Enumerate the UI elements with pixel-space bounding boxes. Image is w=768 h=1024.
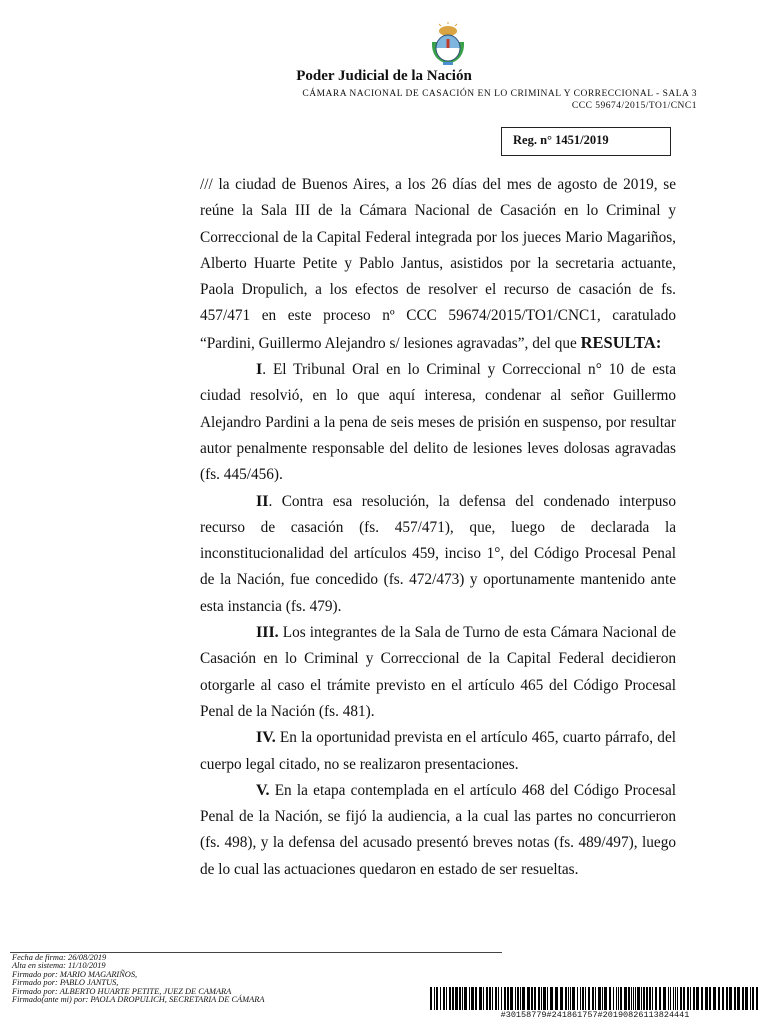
signature-line: Fecha de firma: 26/08/2019 <box>12 953 107 962</box>
chamber-heading <box>200 88 697 112</box>
paragraph-5 <box>200 778 676 883</box>
case-number: CCC 59674/2015/TO1/CNC1 <box>571 101 697 111</box>
paragraph-3 <box>200 620 676 725</box>
intro-text: /// la ciudad de Buenos Aires, a los 26 días del mes de agosto de 2019, se reúne la Sala III de la Cámara Nacional de Casación en lo Criminal y Correccional de la Capital Federal integrada por los jueces Mario Magariños, Alberto Huarte Petite y Pablo Jantus, asistidos por la secretaria actuante, Paola Dropulich, a los efectos de resolver el recurso de casación de fs. 457/471 en este proceso nº CCC 59674/2015/TO1/CNC1, caratulado “Pardini, Guillermo Alejandro s/ lesiones agravadas”, del que <box>200 176 676 352</box>
barcode-icon <box>430 987 760 1010</box>
paragraph-text: . Contra esa resolución, la defensa del condenado interpuso recurso de casación (fs. 457/471), que, luego de declarada la inconstitucionalidad del artículos 459, inciso 1°, del Código Procesal Penal de la Nación, fue concedido (fs. 472/473) y oportunamente mantenido ante esta instancia (fs. 479). <box>200 492 676 615</box>
barcode-number: #30158779#241861757#20190826113824441 <box>500 1010 690 1020</box>
chamber-name: CÁMARA NACIONAL DE CASACIÓN EN LO CRIMINAL Y CORRECCIONAL - SALA 3 <box>302 89 697 99</box>
signature-line: Alta en sistema: 11/10/2019 <box>12 961 106 971</box>
signature-block <box>12 954 492 1004</box>
signature-line: Firmado(ante mi) por: PAOLA DROPULICH, SECRETARIA DE CÁMARA <box>12 995 265 1005</box>
paragraph-text: En la etapa contemplada en el artículo 468 del Código Procesal Penal de la Nación, se fijó la audiencia, a la cual las partes no concurrieron (fs. 498), y la defensa del acusado presentó breves notas (fs. 489/497), luego de lo cual las actuaciones quedaron en estado de ser resueltas. <box>200 781 676 878</box>
paragraph-2 <box>200 489 676 620</box>
paragraph-number: II <box>256 492 269 510</box>
paragraph-1 <box>200 357 676 488</box>
paragraph-number: I <box>256 361 263 379</box>
intro-paragraph <box>200 172 676 357</box>
paragraph-text: . El Tribunal Oral en lo Criminal y Correccional n° 10 de esta ciudad resolvió, en lo que aquí interesa, condenar al señor Guillermo Alejandro Pardini a la pena de seis meses de prisión en suspenso, por resultar autor penalmente responsable del delito de lesiones leves dolosas agravadas (fs. 445/456). <box>200 361 676 484</box>
paragraph-number: III. <box>256 624 279 642</box>
paragraph-number: IV. <box>256 729 276 747</box>
signature-line: Firmado por: MARIO MAGARIÑOS, <box>12 969 138 979</box>
signature-line: Firmado por: PABLO JANTUS, <box>12 978 119 988</box>
registry-box: Reg. n° 1451/2019 <box>501 127 671 156</box>
court-title: Poder Judicial de la Nación <box>296 68 472 84</box>
paragraph-text: En la oportunidad prevista en el artículo 465, cuarto párrafo, del cuerpo legal citado, no se realizaron presentaciones. <box>200 729 676 773</box>
resulta-heading: RESULTA: <box>580 332 662 352</box>
argentina-seal-icon <box>427 22 469 66</box>
document-body <box>200 172 676 883</box>
paragraph-4 <box>200 725 676 778</box>
paragraph-text: Los integrantes de la Sala de Turno de esta Cámara Nacional de Casación en lo Criminal y Correccional de la Capital Federal decidieron otorgarle al caso el trámite previsto en el artículo 465 del Código Procesal Penal de la Nación (fs. 481). <box>200 624 676 720</box>
paragraph-number: V. <box>256 781 270 799</box>
signature-line: Firmado por: ALBERTO HUARTE PETITE, JUEZ DE CAMARA <box>12 986 232 996</box>
